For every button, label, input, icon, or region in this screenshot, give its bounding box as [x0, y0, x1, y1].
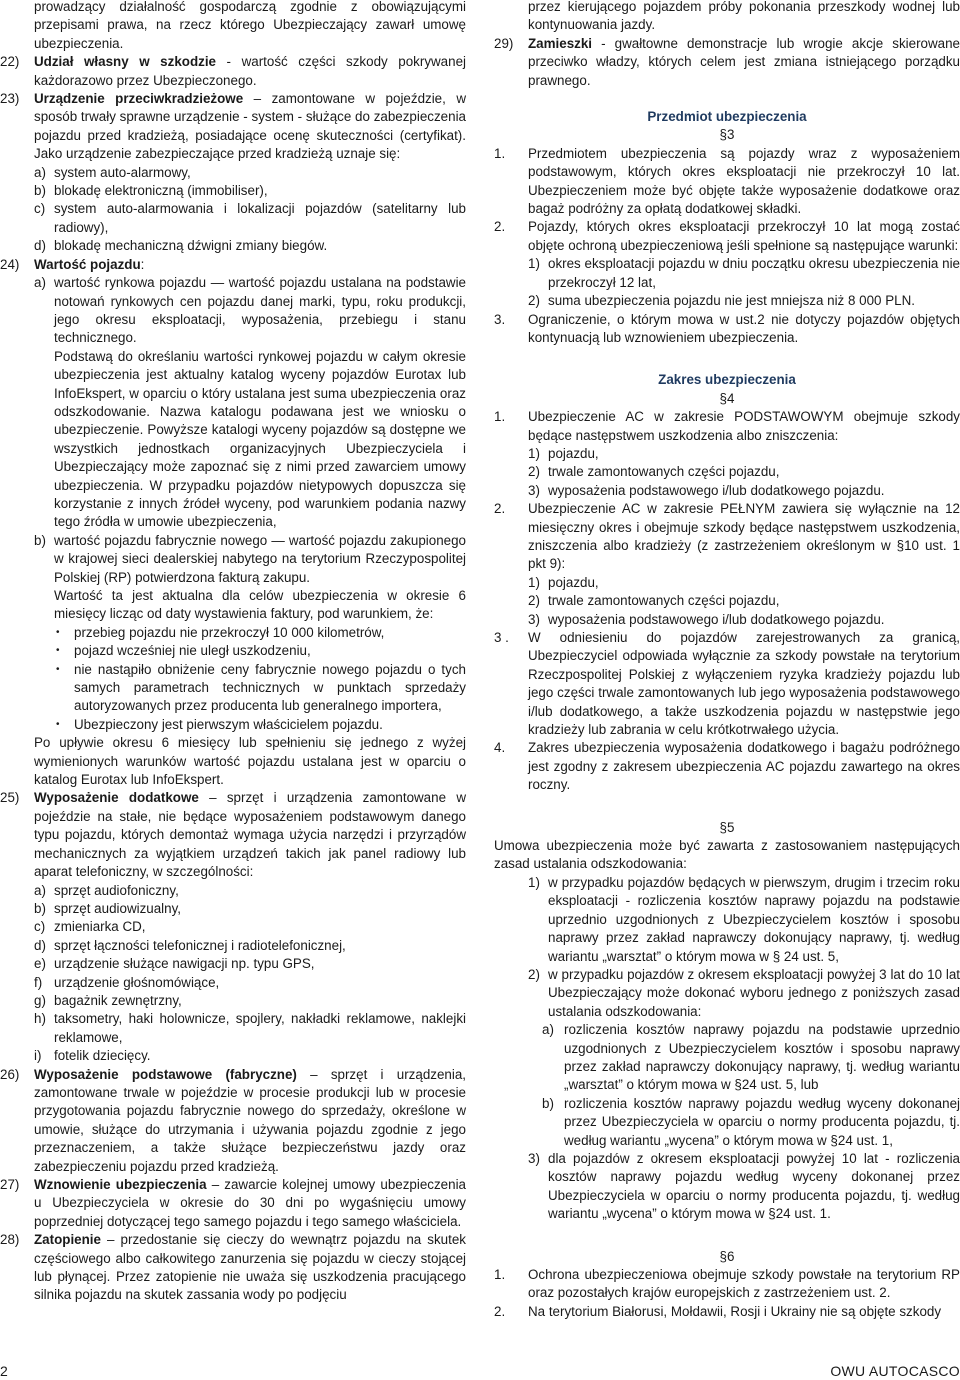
list-marker: f) — [34, 974, 43, 990]
list-marker: 3) — [528, 1150, 540, 1166]
list-item — [494, 1150, 960, 1224]
list-item — [494, 611, 960, 629]
list-marker: d) — [34, 238, 46, 254]
list-text: zmieniarka CD, — [54, 919, 146, 935]
definition-text: – zamontowane w pojeździe, w sposób trwały sprawne urządzenie - system - służące do zabezpieczenia pojazdu przed kradzieżą, posiadające ocenę skuteczności (certyfikat). Jako urządzenie zabezpieczające przed kradzieżą uznaje się: — [34, 91, 466, 162]
list-item — [494, 500, 960, 574]
list-item — [0, 182, 466, 200]
definition-term: Zatopienie — [34, 1232, 101, 1248]
list-marker: 1) — [528, 256, 540, 272]
list-marker: a) — [34, 275, 46, 291]
list-item — [0, 200, 466, 237]
list-text: sprzęt audiowizualny, — [54, 900, 182, 916]
list-text: bagażnik zewnętrzny, — [54, 992, 182, 1008]
list-marker: 1. — [494, 409, 506, 425]
left-column — [0, 0, 466, 1305]
list-text: Ubezpieczenie AC w zakresie PODSTAWOWYM obejmuje szkody będące następstwem uszkodzenia albo zniszczenia: — [528, 409, 960, 443]
definition-text: – sprzęt i urządzenia zamontowane w pojeździe na stałe, nie będące wyposażeniem podstawowym danego typu pojazdu, których demontaż wymaga użycia narzędzi i przyrządów mechanicznych za wyjątkiem urządzeń takich jak panel radiowy lub aparat telefoniczny, w szczególności: — [34, 790, 466, 880]
list-item — [494, 145, 960, 219]
list-marker: 2) — [528, 966, 540, 982]
list-marker: g) — [34, 992, 46, 1008]
list-item — [0, 164, 466, 182]
list-text: wyposażenia podstawowego i/lub dodatkowego pojazdu. — [548, 611, 885, 627]
definition-number: 29) — [494, 35, 514, 51]
list-marker: i) — [34, 1048, 42, 1064]
definition-term: Wznowienie ubezpieczenia — [34, 1177, 207, 1192]
list-text: trwale zamontowanych części pojazdu, — [548, 464, 780, 480]
list-marker: e) — [34, 956, 46, 972]
list-marker: 2. — [494, 219, 506, 235]
document-title: OWU AUTOCASCO — [830, 1363, 960, 1379]
definition-28 — [0, 1231, 466, 1305]
list-text: sprzęt łączności telefonicznej i radiotelefonicznej, — [54, 937, 346, 953]
right-column — [494, 0, 960, 1321]
list-text: pojazdu, — [548, 445, 599, 461]
definition-term: Wartość pojazdu — [34, 256, 141, 272]
list-text: sprzęt audiofoniczny, — [54, 882, 179, 898]
bullet-text: pojazd wcześniej nie uległ uszkodzeniu, — [74, 643, 311, 659]
list-marker: 2) — [528, 464, 540, 480]
definition-26 — [0, 1066, 466, 1176]
list-text: wartość rynkowa pojazdu — wartość pojazdu ustalana na podstawie notowań rynkowych cen pojazdu danej marki, typu, roku produkcji, jego okresu eksploatacji, wyposażenia, przebiegu i stanu technicznego. — [54, 275, 466, 346]
list-text: fotelik dziecięcy. — [54, 1048, 151, 1064]
list-marker: 1. — [494, 145, 506, 161]
list-marker: 1. — [494, 1267, 506, 1282]
bullet-icon: • — [56, 645, 60, 657]
definition-number: 28) — [0, 1232, 20, 1248]
definition-number: 25) — [0, 790, 20, 806]
definition-text: – sprzęt i urządzenia, zamontowane trwale w pojeździe w procesie produkcji lub w procesie przygotowania pojazdu fabrycznie nowego do sprzedaży, określone w umowie, służące do utrzymania i używania pojazdu zgodnie z jego przeznaczeniem, a także służące bezpieczeństwu jazdy oraz zabezpieczeniu pojazdu przed kradzieżą. — [34, 1066, 466, 1174]
list-text: suma ubezpieczenia pojazdu nie jest mniejsza niż 8 000 PLN. — [548, 293, 915, 309]
list-marker: 2. — [494, 501, 506, 517]
paragraph: Podstawą do określaniu wartości rynkowej pojazdu w całym okresie ubezpieczenia jest aktualny katalog wyceny pojazdów Eurotax lub InfoEkspert, w oparciu o który ustalana jest suma ubezpieczenia oraz odszkodowanie. Nazwa katalogu podawana jest we wniosku o ubezpieczenie. Powyższe katalogi wyceny pojazdów są dostępne we wszystkich jednostkach organizacyjnych Ubezpieczyciela i Ubezpieczający może zapoznać się z nimi przed zawarciem umowy ubezpieczenia. W przypadku pojazdów nietypowych dopuszcza się korzystanie z innych źródeł wyceny, pod warunkiem podania nazwy tego źródła w umowie ubezpieczenia, — [54, 348, 466, 530]
section-heading: Zakres ubezpieczenia — [658, 372, 796, 388]
list-marker: c) — [34, 919, 46, 935]
definition-23 — [0, 90, 466, 164]
definition-term: Zamieszki — [528, 35, 593, 51]
section-number: §5 — [719, 819, 735, 835]
list-marker: 1) — [528, 874, 540, 890]
list-marker: 2. — [494, 1303, 506, 1319]
list-marker: 2) — [528, 593, 540, 609]
bullet-text: Ubezpieczony jest pierwszym właścicielem pojazdu. — [74, 716, 383, 732]
paragraph: Po upływie okresu 6 miesięcy lub spełnieniu się jednego z wyżej wymienionych warunków wartość pojazdu ustalana jest w oparciu o katalog Eurotax lub InfoEkspert. — [34, 735, 466, 788]
bullet-item — [54, 661, 466, 716]
list-marker: b) — [34, 900, 46, 916]
list-text: wyposażenia podstawowego i/lub dodatkowego pojazdu. — [548, 482, 885, 498]
list-text: rozliczenia kosztów naprawy pojazdu według wyceny dokonanej przez Ubezpieczyciela w oparciu o normy producenta pojazdu, tj. według wariantu „wycena” o którym mowa w §24 ust. 1, — [564, 1095, 960, 1148]
list-text: Ochrona ubezpieczeniowa obejmuje szkody powstałe na terytorium RP oraz pozostałych krajów europejskich z zastrzeżeniem ust. 2. — [528, 1267, 960, 1301]
definition-term: Wyposażenie podstawowe (fabryczne) — [34, 1066, 297, 1082]
list-item — [494, 1021, 960, 1095]
definition-number: 26) — [0, 1066, 20, 1082]
list-item — [494, 629, 960, 739]
list-item — [494, 292, 960, 310]
list-item — [494, 218, 960, 255]
list-text: urządzenie głośnomówiące, — [54, 974, 220, 990]
section-number: §6 — [719, 1248, 735, 1264]
list-text: rozliczenia kosztów naprawy pojazdu na podstawie uprzednio uzgodnionych z Ubezpieczycielem kosztów i sposobu naprawy przez zakład naprawczy dokonujący naprawy, tj. według wariantu „warsztat” o którym mowa w §24 ust. 5, lub — [564, 1022, 960, 1093]
list-text: pojazdu, — [548, 574, 599, 590]
list-marker: d) — [34, 937, 46, 953]
section-number: §4 — [719, 390, 735, 406]
list-text: taksometry, haki holownicze, spojlery, nakładki reklamowe, naklejki reklamowe, — [54, 1011, 466, 1045]
list-item — [0, 882, 466, 900]
list-text: Przedmiotem ubezpieczenia są pojazdy wraz z wyposażeniem podstawowym, których okres eksploatacji nie przekroczył 10 lat. Ubezpieczeniem może być objęte także wyposażenie dodatkowe oraz bagaż podróżny za opłatą dodatkowej składki. — [528, 145, 960, 217]
list-marker: a) — [34, 882, 46, 898]
list-marker: b) — [34, 183, 46, 199]
definition-term: Urządzenie przeciwkradzieżowe — [34, 91, 244, 107]
list-text: dla pojazdów z okresem eksploatacji powyżej 10 lat - rozliczenia kosztów naprawy pojazdu według wyceny dokonanej przez Ubezpieczyciela w oparciu o normy producenta pojazdu, tj. według wariantu „wycena” o którym mowa w §24 ust. 1. — [548, 1150, 960, 1222]
list-item — [494, 311, 960, 348]
list-item — [494, 574, 960, 592]
list-item — [494, 445, 960, 463]
bullet-item — [54, 716, 466, 734]
list-item — [494, 482, 960, 500]
list-item — [494, 739, 960, 794]
list-item — [0, 237, 466, 255]
list-text: trwale zamontowanych części pojazdu, — [548, 593, 780, 609]
list-marker: 1) — [528, 574, 540, 590]
list-text: Zakres ubezpieczenia wyposażenia dodatkowego i bagażu podróżnego jest zgodny z zakresem ubezpieczenia AC pojazdu zawartego na okres roczny. — [528, 740, 960, 793]
list-text: blokadę mechaniczną dźwigni zmiany biegów. — [54, 238, 328, 254]
paragraph: Wartość ta jest aktualna dla celów ubezpieczenia w okresie 6 miesięcy licząc od daty wystawienia faktury, pod warunkiem, że: — [54, 588, 466, 622]
list-text: system auto-alarmowy, — [54, 164, 191, 180]
definition-text: – przedostanie się cieczy do wewnątrz pojazdu na skutek częściowego albo całkowitego zanurzenia się pojazdu w cieczy stojącej lub płynącej. Przez zatopienie nie uważa się uszkodzenia pracującego silnika pojazdu na skutek zassania wody po podjęciu — [34, 1232, 466, 1303]
definition-24 — [0, 256, 466, 274]
list-item — [494, 1095, 960, 1150]
list-marker: 1) — [528, 445, 540, 461]
continuation-paragraph: przez kierującego pojazdem próby pokonania przeszkody wodnej lub kontynuowania jazdy. — [528, 0, 960, 33]
list-item — [0, 900, 466, 918]
list-text: okres eksploatacji pojazdu w dniu początku okresu ubezpieczenia nie przekroczył 12 lat, — [548, 256, 960, 290]
list-text: system auto-alarmowania i lokalizacji pojazdów (satelitarny lub radiowy), — [54, 201, 466, 235]
definition-text: – zawarcie kolejnej umowy ubezpieczenia u Ubezpieczyciela w okresie do 30 dni po wygaśnięciu umowy poprzedniej dotyczącej tego samego pojazdu i tego samego właściciela. — [34, 1177, 466, 1229]
list-item — [0, 1010, 466, 1047]
list-marker: b) — [34, 532, 46, 548]
list-text: w przypadku pojazdów będących w pierwszym, drugim i trzecim roku eksploatacji - rozliczenia kosztów naprawy pojazdu na podstawie uprzednio uzgodnionych z Ubezpieczycielem kosztów i sposobu naprawy przez zakład naprawczy dokonujący naprawy, tj. według wariantu „warsztat” o którym mowa w § 24 ust. 5, — [548, 874, 960, 964]
list-text: wartość pojazdu fabrycznie nowego — wartość pojazdu zakupionego w krajowej sieci dealerskiej nabytego na terytorium Rzeczypospolitej Polskiej (RP) potwierdzona fakturą zakupu. — [54, 532, 466, 585]
bullet-icon: • — [56, 718, 60, 730]
definition-29 — [494, 35, 960, 90]
list-text: blokadę elektroniczną (immobiliser), — [54, 183, 268, 199]
list-marker: h) — [34, 1011, 46, 1027]
list-item — [494, 408, 960, 445]
list-marker: 3 . — [494, 630, 509, 645]
list-item — [0, 274, 466, 348]
definition-number: 23) — [0, 91, 20, 107]
list-item — [0, 918, 466, 936]
list-item — [0, 974, 466, 992]
list-item — [0, 955, 466, 973]
list-marker: b) — [542, 1095, 554, 1111]
list-marker: 4. — [494, 740, 506, 756]
list-text: Na terytorium Białorusi, Mołdawii, Rosji i Ukrainy nie są objęte szkody — [528, 1303, 942, 1319]
list-item — [0, 532, 466, 587]
list-item — [494, 874, 960, 966]
definition-22 — [0, 53, 466, 90]
list-item — [494, 255, 960, 292]
list-item — [494, 463, 960, 481]
definition-text: - gwałtowne demonstracje lub wrogie akcje skierowane przeciwko władzy, których celem jest zmiana istniejącego porządku prawnego. — [528, 35, 960, 88]
definition-colon: : — [140, 256, 145, 272]
definition-25 — [0, 789, 466, 881]
page-number: 2 — [0, 1363, 8, 1379]
section-heading: Przedmiot ubezpieczenia — [647, 109, 807, 125]
list-text: W odniesieniu do pojazdów zarejestrowanych za granicą, Ubezpieczyciel odpowiada wyłącznie za szkody powstałe na terytorium Rzeczpospolitej Polskiej z wyłączeniem ryzyka kradzieży pojazdu lub jego części trwale zamontowanych lub jego wyposażenia podstawowego i/lub dodatkowego, a także uszkodzenia pojazdu w następstwie jego kradzieży lub zabrania w celu krótkotrwałego użycia. — [528, 630, 960, 738]
bullet-icon: • — [56, 663, 60, 675]
bullet-text: przebieg pojazdu nie przekroczył 10 000 kilometrów, — [74, 624, 385, 640]
list-marker: 3. — [494, 311, 506, 327]
list-item — [0, 1047, 466, 1065]
definition-term: Udział własny w szkodzie — [34, 54, 216, 70]
definition-text: - wartość części szkody pokrywanej każdorazowo przez Ubezpieczonego. — [34, 54, 466, 88]
list-text: w przypadku pojazdów z okresem eksploatacji powyżej 3 lat do 10 lat Ubezpieczający może dokonać wyboru jednego z poniższych zasad ustalania odszkodowania: — [548, 966, 960, 1019]
intro-paragraph: prowadzący działalność gospodarczą zgodnie z obowiązującymi przepisami prawa, na rzecz którego Ubezpieczający zawarł umowę ubezpieczenia. — [34, 0, 466, 51]
paragraph: Umowa ubezpieczenia może być zawarta z zastosowaniem następujących zasad ustalania odszkodowania: — [494, 838, 960, 872]
list-text: Ubezpieczenie AC w zakresie PEŁNYM zawiera się wyłącznie na 12 miesięczny okres i obejmuje szkody będące następstwem uszkodzenia, zniszczenia albo kradzieży (z zastrzeżeniem określonym w §10 ust. 1 pkt 9): — [528, 501, 960, 572]
list-marker: 3) — [528, 611, 540, 627]
list-marker: 3) — [528, 482, 540, 498]
definition-number: 27) — [0, 1177, 20, 1192]
list-item — [494, 592, 960, 610]
section-number: §3 — [719, 127, 735, 143]
definition-term: Wyposażenie dodatkowe — [34, 790, 199, 806]
bullet-icon: • — [56, 626, 60, 638]
bullet-text: nie nastąpiło obniżenie ceny fabrycznie nowego pojazdu o tych samych parametrach technicznych w punktach sprzedaży autoryzowanych przez producenta lub generalnego importera, — [74, 661, 466, 714]
list-item — [494, 966, 960, 1021]
list-text: Pojazdy, których okres eksploatacji przekroczył 10 lat mogą zostać objęte ochroną ubezpieczeniową jeśli spełnione są następujące warunki: — [528, 219, 960, 253]
list-text: Ograniczenie, o którym mowa w ust.2 nie dotyczy pojazdów objętych kontynuacją lub wznowieniem ubezpieczenia. — [528, 311, 960, 345]
list-marker: 2) — [528, 293, 540, 309]
list-marker: a) — [34, 164, 46, 180]
bullet-item — [54, 642, 466, 660]
definition-number: 22) — [0, 54, 20, 70]
list-item — [494, 1303, 960, 1321]
list-marker: c) — [34, 201, 46, 217]
definition-27 — [0, 1176, 466, 1231]
list-item — [494, 1266, 960, 1303]
list-text: urządzenie służące nawigacji np. typu GPS, — [54, 956, 315, 972]
list-item — [0, 937, 466, 955]
definition-number: 24) — [0, 256, 20, 272]
list-marker: a) — [542, 1022, 554, 1038]
list-item — [0, 992, 466, 1010]
bullet-item — [54, 624, 466, 642]
